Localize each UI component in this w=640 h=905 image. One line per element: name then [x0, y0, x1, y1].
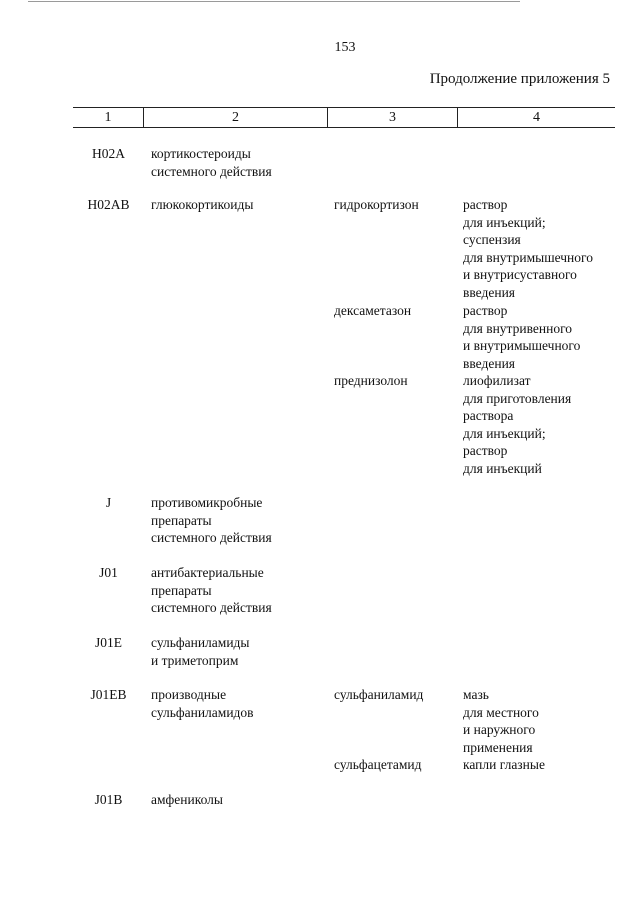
- drug-name: сульфаниламид: [334, 687, 424, 702]
- atc-group-name: кортикостероиды системного действия: [151, 146, 272, 179]
- drug-name: преднизолон: [334, 373, 408, 388]
- atc-group-name: противомикробные препараты системного действия: [151, 495, 272, 545]
- atc-group-name: амфениколы: [151, 792, 223, 807]
- dosage-form: лиофилизат для приготовления раствора для инъекций; раствор для инъекций: [463, 373, 572, 476]
- dosage-form: раствор для внутривенного и внутримышечного введения: [463, 303, 581, 371]
- drug-name: сульфацетамид: [334, 757, 422, 772]
- page-number: 153: [334, 40, 356, 55]
- atc-group-name: производные сульфаниламидов: [151, 687, 254, 720]
- dosage-form: раствор для инъекций; суспензия для внутримышечного и внутрисуставного введения: [463, 197, 593, 300]
- atc-code: H02A: [92, 146, 125, 161]
- appendix-title: Продолжение приложения 5: [429, 71, 610, 87]
- atc-code: H02AB: [87, 197, 130, 212]
- atc-code: J: [105, 495, 112, 510]
- header-col-2: 2: [144, 108, 328, 127]
- atc-code: J01B: [94, 792, 123, 807]
- header-col-4: 4: [533, 110, 540, 125]
- atc-group-name: глюкокортикоиды: [151, 197, 254, 212]
- drug-name: дексаметазон: [334, 303, 412, 318]
- atc-group-name: сульфаниламиды и триметоприм: [151, 635, 250, 668]
- atc-group-name: антибактериальные препараты системного действия: [151, 565, 272, 615]
- header-col-1: 1: [73, 108, 144, 127]
- atc-code: J01: [99, 565, 118, 580]
- top-rule: [28, 1, 520, 2]
- table-header: [73, 107, 615, 128]
- dosage-form: мазь для местного и наружного применения: [463, 687, 539, 755]
- header-col-3: 3: [328, 108, 458, 127]
- drug-name: гидрокортизон: [334, 197, 419, 212]
- dosage-form: капли глазные: [463, 757, 545, 772]
- atc-code: J01EB: [90, 687, 127, 702]
- atc-code: J01E: [95, 635, 122, 650]
